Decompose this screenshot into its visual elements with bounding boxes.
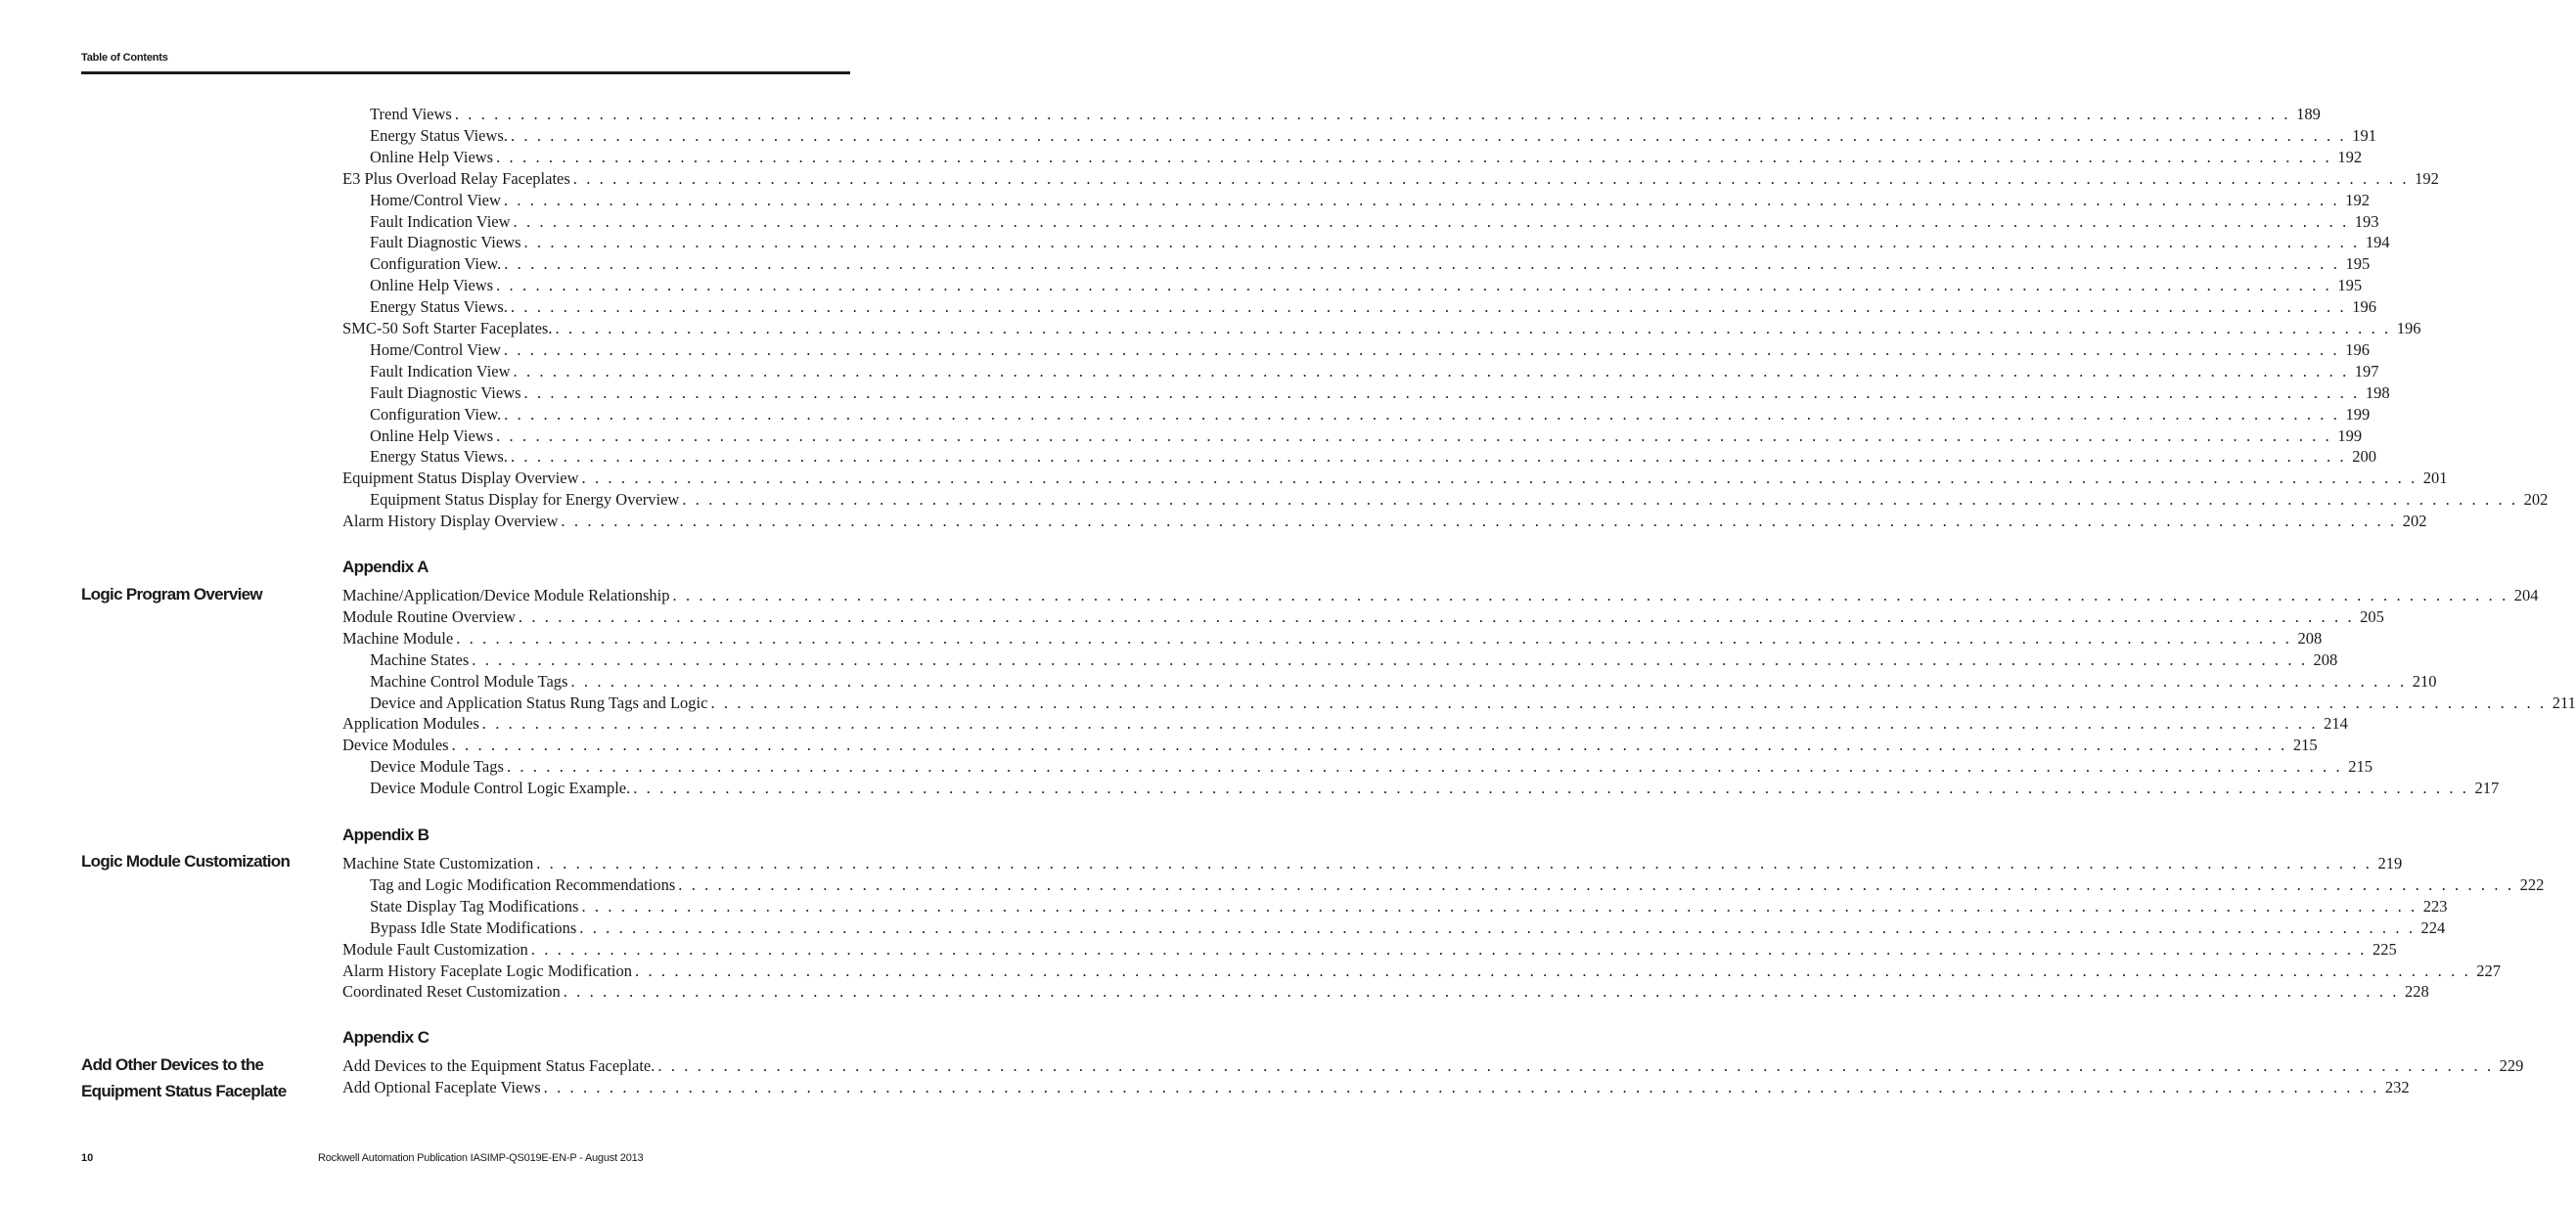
toc-entry-page-number: 195 [2337,276,2363,295]
toc-entry[interactable] [370,211,2379,233]
toc-entry-title: Machine State Customization [342,854,534,872]
toc-entry-title: Alarm History Faceplate Logic Modification [342,961,633,980]
toc-entry[interactable] [342,318,2421,339]
dot-leader: . . . . . . . . . . . . . . . . . . . . . . . . . . . . . . . . . . . . . . . . . . . . . . . . . . . . . . . . . . . . . . . . . . . . . . . . . . . . . . . . . . . . . . . . . . . . . . . . . . . . . . . . . . . . . . . . . . . . . . . . . . . . . . . . . . . . . . . . . . . . [633,779,2469,798]
appendix-label: Appendix B [342,826,429,844]
toc-entry[interactable] [370,489,2549,511]
toc-entry-title: Fault Diagnostic Views [370,382,521,402]
toc-entry-title: Energy Status Views. [370,447,508,467]
toc-entry-title: Configuration View. [370,404,502,424]
toc-entry[interactable] [370,778,2500,799]
toc-entry-title: Module Routine Overview [342,606,516,626]
toc-entry[interactable] [370,917,2446,939]
toc-entry-page-number: 194 [2365,233,2390,252]
toc-entry-title: Online Help Views [370,147,494,166]
toc-entry[interactable] [370,339,2370,361]
toc-entry-page-number: 196 [2352,297,2376,317]
toc-entry[interactable] [342,168,2439,190]
dot-leader: . . . . . . . . . . . . . . . . . . . . . . . . . . . . . . . . . . . . . . . . . . . . . . . . . . . . . . . . . . . . . . . . . . . . . . . . . . . . . . . . . . . . . . . . . . . . . . . . . . . . . . . . . . . . . . . . . . . . . . . . . . . . . . . . . . . . . . . . . . . . [503,339,2340,359]
toc-entry-page-number: 215 [2292,736,2318,755]
toc-entry-title: Module Fault Customization [342,939,528,959]
toc-entry-page-number: 202 [2402,512,2427,531]
toc-entry-page-number: 219 [2377,854,2403,872]
dot-leader: . . . . . . . . . . . . . . . . . . . . . . . . . . . . . . . . . . . . . . . . . . . . . . . . . . . . . . . . . . . . . . . . . . . . . . . . . . . . . . . . . . . . . . . . . . . . . . . . . . . . . . . . . . . . . . . . . . . . . . . . . . . . . . . . . . . . . . . . . . . . [572,168,2410,188]
toc-entry[interactable] [342,628,2323,649]
toc-entry[interactable] [342,939,2397,961]
toc-entry-page-number: 193 [2354,211,2379,231]
toc-entry-page-number: 214 [2324,714,2348,734]
toc-entry-page-number: 215 [2348,757,2373,777]
toc-entry-page-number: 196 [2396,319,2421,337]
toc-entry-page-number: 202 [2523,490,2549,510]
toc-entry-page-number: 211 [2552,693,2576,712]
toc-entry-title: Fault Indication View [370,361,511,380]
toc-entry[interactable] [342,735,2318,756]
dot-leader: . . . . . . . . . . . . . . . . . . . . . . . . . . . . . . . . . . . . . . . . . . . . . . . . . . . . . . . . . . . . . . . . . . . . . . . . . . . . . . . . . . . . . . . . . . . . . . . . . . . . . . . . . . . . . . . . . . . . . . . . . . . . . . . . . . . . . . . . . . . . [581,469,2418,488]
toc-entry-title: Machine/Application/Device Module Relationship [342,586,670,604]
running-header: Table of Contents [81,52,168,64]
toc-entry-page-number: 197 [2354,361,2379,380]
toc-entry-title: Add Devices to the Equipment Status Faceplate. [342,1056,655,1075]
toc-entry[interactable] [342,468,2448,489]
toc-entry-page-number: 225 [2373,939,2397,959]
toc-entry[interactable] [370,275,2363,296]
dot-leader: . . . . . . . . . . . . . . . . . . . . . . . . . . . . . . . . . . . . . . . . . . . . . . . . . . . . . . . . . . . . . . . . . . . . . . . . . . . . . . . . . . . . . . . . . . . . . . . . . . . . . . . . . . . . . . . . . . . . . . . . . . . . . . . . . . . . . . . . . . . . [513,361,2349,380]
dot-leader: . . . . . . . . . . . . . . . . . . . . . . . . . . . . . . . . . . . . . . . . . . . . . . . . . . . . . . . . . . . . . . . . . . . . . . . . . . . . . . . . . . . . . . . . . . . . . . . . . . . . . . . . . . . . . . . . . . . . . . . . . . . . . . . . . . . . . . . . . . . . [523,233,2360,252]
dot-leader: . . . . . . . . . . . . . . . . . . . . . . . . . . . . . . . . . . . . . . . . . . . . . . . . . . . . . . . . . . . . . . . . . . . . . . . . . . . . . . . . . . . . . . . . . . . . . . . . . . . . . . . . . . . . . . . . . . . . . . . . . . . . . . . . . . . . . . . . . . . . [682,490,2518,510]
toc-entry[interactable] [370,693,2576,714]
dot-leader: . . . . . . . . . . . . . . . . . . . . . . . . . . . . . . . . . . . . . . . . . . . . . . . . . . . . . . . . . . . . . . . . . . . . . . . . . . . . . . . . . . . . . . . . . . . . . . . . . . . . . . . . . . . . . . . . . . . . . . . . . . . . . . . . . . . . . . . . . . . . [581,896,2418,916]
toc-entry[interactable] [370,874,2545,896]
toc-entry-title: Home/Control View [370,190,501,209]
dot-leader: . . . . . . . . . . . . . . . . . . . . . . . . . . . . . . . . . . . . . . . . . . . . . . . . . . . . . . . . . . . . . . . . . . . . . . . . . . . . . . . . . . . . . . . . . . . . . . . . . . . . . . . . . . . . . . . . . . . . . . . . . . . . . . . . . . . . . . . . . . . . [513,211,2349,231]
dot-leader: . . . . . . . . . . . . . . . . . . . . . . . . . . . . . . . . . . . . . . . . . . . . . . . . . . . . . . . . . . . . . . . . . . . . . . . . . . . . . . . . . . . . . . . . . . . . . . . . . . . . . . . . . . . . . . . . . . . . . . . . . . . . . . . . . . . . . . . . . . . . [555,319,2391,337]
dot-leader: . . . . . . . . . . . . . . . . . . . . . . . . . . . . . . . . . . . . . . . . . . . . . . . . . . . . . . . . . . . . . . . . . . . . . . . . . . . . . . . . . . . . . . . . . . . . . . . . . . . . . . . . . . . . . . . . . . . . . . . . . . . . . . . . . . . . . . . . . . . . [530,939,2368,959]
dot-leader: . . . . . . . . . . . . . . . . . . . . . . . . . . . . . . . . . . . . . . . . . . . . . . . . . . . . . . . . . . . . . . . . . . . . . . . . . . . . . . . . . . . . . . . . . . . . . . . . . . . . . . . . . . . . . . . . . . . . . . . . . . . . . . . . . . . . . . . . . . . . [451,736,2287,755]
toc-entry[interactable] [370,896,2448,917]
toc-entry-title: Trend Views [370,105,452,123]
toc-entry-title: Add Optional Faceplate Views [342,1077,541,1096]
toc-entry-page-number: 222 [2519,874,2545,894]
toc-entry-title: Fault Indication View [370,211,511,231]
toc-entry-page-number: 232 [2384,1077,2410,1096]
dot-leader: . . . . . . . . . . . . . . . . . . . . . . . . . . . . . . . . . . . . . . . . . . . . . . . . . . . . . . . . . . . . . . . . . . . . . . . . . . . . . . . . . . . . . . . . . . . . . . . . . . . . . . . . . . . . . . . . . . . . . . . . . . . . . . . . . . . . . . . . . . . . [523,382,2360,402]
dot-leader: . . . . . . . . . . . . . . . . . . . . . . . . . . . . . . . . . . . . . . . . . . . . . . . . . . . . . . . . . . . . . . . . . . . . . . . . . . . . . . . . . . . . . . . . . . . . . . . . . . . . . . . . . . . . . . . . . . . . . . . . . . . . . . . . . . . . . . . . . . . . [543,1077,2379,1096]
toc-entry[interactable] [370,756,2373,778]
toc-entry-title: Bypass Idle State Modifications [370,917,577,937]
toc-entry-page-number: 192 [2337,147,2363,166]
dot-leader: . . . . . . . . . . . . . . . . . . . . . . . . . . . . . . . . . . . . . . . . . . . . . . . . . . . . . . . . . . . . . . . . . . . . . . . . . . . . . . . . . . . . . . . . . . . . . . . . . . . . . . . . . . . . . . . . . . . . . . . . . . . . . . . . . . . . . . . . . . . . [456,628,2292,648]
dot-leader: . . . . . . . . . . . . . . . . . . . . . . . . . . . . . . . . . . . . . . . . . . . . . . . . . . . . . . . . . . . . . . . . . . . . . . . . . . . . . . . . . . . . . . . . . . . . . . . . . . . . . . . . . . . . . . . . . . . . . . . . . . . . . . . . . . . . . . . . . . . . [710,693,2547,712]
toc-entry[interactable] [370,649,2338,671]
toc-entry-page-number: 196 [2345,339,2370,359]
dot-leader: . . . . . . . . . . . . . . . . . . . . . . . . . . . . . . . . . . . . . . . . . . . . . . . . . . . . . . . . . . . . . . . . . . . . . . . . . . . . . . . . . . . . . . . . . . . . . . . . . . . . . . . . . . . . . . . . . . . . . . . . . . . . . . . . . . . . . . . . . . . . [510,125,2347,145]
toc-entry[interactable] [370,671,2437,693]
toc-entry-page-number: 208 [2313,649,2338,669]
footer-publication: Rockwell Automation Publication IASIMP-QS019E-EN-P - August 2013 [318,1152,644,1164]
toc-entry-title: Machine Module [342,628,454,648]
toc-entry-page-number: 208 [2297,628,2323,648]
appendix-label: Appendix A [342,558,429,576]
dot-leader: . . . . . . . . . . . . . . . . . . . . . . . . . . . . . . . . . . . . . . . . . . . . . . . . . . . . . . . . . . . . . . . . . . . . . . . . . . . . . . . . . . . . . . . . . . . . . . . . . . . . . . . . . . . . . . . . . . . . . . . . . . . . . . . . . . . . . . . . . . . . [570,671,2407,691]
toc-entry-title: Fault Diagnostic Views [370,233,521,252]
dot-leader: . . . . . . . . . . . . . . . . . . . . . . . . . . . . . . . . . . . . . . . . . . . . . . . . . . . . . . . . . . . . . . . . . . . . . . . . . . . . . . . . . . . . . . . . . . . . . . . . . . . . . . . . . . . . . . . . . . . . . . . . . . . . . . . . . . . . . . . . . . . . [579,917,2416,937]
toc-entry-page-number: 201 [2422,469,2448,488]
toc-entry[interactable] [370,104,2321,125]
header-rule [81,71,850,74]
toc-entry-title: Energy Status Views. [370,125,508,145]
toc-entry-title: Application Modules [342,714,479,734]
dot-leader: . . . . . . . . . . . . . . . . . . . . . . . . . . . . . . . . . . . . . . . . . . . . . . . . . . . . . . . . . . . . . . . . . . . . . . . . . . . . . . . . . . . . . . . . . . . . . . . . . . . . . . . . . . . . . . . . . . . . . . . . . . . . . . . . . . . . . . . . . . . . [678,874,2514,894]
appendix-chapter-title[interactable]: Logic Program Overview [81,585,262,604]
toc-entry-title: Device and Application Status Rung Tags and Logic [370,693,708,712]
appendix-chapter-title[interactable]: Add Other Devices to the Equipment Status Faceplate [81,1055,287,1100]
toc-entry[interactable] [370,190,2370,211]
toc-entry[interactable] [370,382,2390,404]
dot-leader: . . . . . . . . . . . . . . . . . . . . . . . . . . . . . . . . . . . . . . . . . . . . . . . . . . . . . . . . . . . . . . . . . . . . . . . . . . . . . . . . . . . . . . . . . . . . . . . . . . . . . . . . . . . . . . . . . . . . . . . . . . . . . . . . . . . . . . . . . . . . [503,190,2340,209]
toc-entry[interactable] [370,296,2376,318]
toc-entry-page-number: 210 [2412,671,2437,691]
toc-entry[interactable] [342,981,2429,1003]
dot-leader: . . . . . . . . . . . . . . . . . . . . . . . . . . . . . . . . . . . . . . . . . . . . . . . . . . . . . . . . . . . . . . . . . . . . . . . . . . . . . . . . . . . . . . . . . . . . . . . . . . . . . . . . . . . . . . . . . . . . . . . . . . . . . . . . . . . . . . . . . . . . [454,105,2291,123]
toc-entry[interactable] [342,511,2427,532]
toc-entry[interactable] [370,125,2376,147]
toc-entry-title: Equipment Status Display Overview [342,469,579,488]
dot-leader: . . . . . . . . . . . . . . . . . . . . . . . . . . . . . . . . . . . . . . . . . . . . . . . . . . . . . . . . . . . . . . . . . . . . . . . . . . . . . . . . . . . . . . . . . . . . . . . . . . . . . . . . . . . . . . . . . . . . . . . . . . . . . . . . . . . . . . . . . . . . [496,425,2332,445]
dot-leader: . . . . . . . . . . . . . . . . . . . . . . . . . . . . . . . . . . . . . . . . . . . . . . . . . . . . . . . . . . . . . . . . . . . . . . . . . . . . . . . . . . . . . . . . . . . . . . . . . . . . . . . . . . . . . . . . . . . . . . . . . . . . . . . . . . . . . . . . . . . . [563,982,2399,1002]
dot-leader: . . . . . . . . . . . . . . . . . . . . . . . . . . . . . . . . . . . . . . . . . . . . . . . . . . . . . . . . . . . . . . . . . . . . . . . . . . . . . . . . . . . . . . . . . . . . . . . . . . . . . . . . . . . . . . . . . . . . . . . . . . . . . . . . . . . . . . . . . . . . [657,1056,2494,1075]
appendix-chapter-title[interactable]: Logic Module Customization [81,852,291,871]
toc-entry-page-number: 227 [2476,961,2502,980]
toc-entry[interactable] [370,253,2371,275]
toc-entry-title: Coordinated Reset Customization [342,982,561,1002]
toc-entry-page-number: 199 [2337,425,2363,445]
dot-leader: . . . . . . . . . . . . . . . . . . . . . . . . . . . . . . . . . . . . . . . . . . . . . . . . . . . . . . . . . . . . . . . . . . . . . . . . . . . . . . . . . . . . . . . . . . . . . . . . . . . . . . . . . . . . . . . . . . . . . . . . . . . . . . . . . . . . . . . . . . . . [510,297,2347,317]
toc-entry-page-number: 192 [2345,190,2370,209]
toc-entry-title: Home/Control View [370,339,501,359]
toc-entry-page-number: 199 [2345,404,2371,424]
dot-leader: . . . . . . . . . . . . . . . . . . . . . . . . . . . . . . . . . . . . . . . . . . . . . . . . . . . . . . . . . . . . . . . . . . . . . . . . . . . . . . . . . . . . . . . . . . . . . . . . . . . . . . . . . . . . . . . . . . . . . . . . . . . . . . . . . . . . . . . . . . . . [472,649,2308,669]
toc-entry-title: State Display Tag Modifications [370,896,579,916]
toc-entry[interactable] [370,232,2390,253]
dot-leader: . . . . . . . . . . . . . . . . . . . . . . . . . . . . . . . . . . . . . . . . . . . . . . . . . . . . . . . . . . . . . . . . . . . . . . . . . . . . . . . . . . . . . . . . . . . . . . . . . . . . . . . . . . . . . . . . . . . . . . . . . . . . . . . . . . . . . . . . . . . . [561,512,2397,531]
toc-entry-page-number: 224 [2420,917,2446,937]
toc-entry-title: Device Module Tags [370,757,504,777]
toc-entry-title: Online Help Views [370,276,494,295]
dot-leader: . . . . . . . . . . . . . . . . . . . . . . . . . . . . . . . . . . . . . . . . . . . . . . . . . . . . . . . . . . . . . . . . . . . . . . . . . . . . . . . . . . . . . . . . . . . . . . . . . . . . . . . . . . . . . . . . . . . . . . . . . . . . . . . . . . . . . . . . . . . . [635,961,2471,980]
toc-entry-title: Energy Status Views. [370,297,508,317]
toc-entry[interactable] [342,853,2403,874]
toc-entry-page-number: 198 [2365,382,2390,402]
toc-entry-page-number: 189 [2296,105,2321,123]
toc-entry-page-number: 192 [2415,168,2439,188]
toc-entry[interactable] [370,361,2379,382]
toc-entry-title: Machine Control Module Tags [370,671,568,691]
dot-leader: . . . . . . . . . . . . . . . . . . . . . . . . . . . . . . . . . . . . . . . . . . . . . . . . . . . . . . . . . . . . . . . . . . . . . . . . . . . . . . . . . . . . . . . . . . . . . . . . . . . . . . . . . . . . . . . . . . . . . . . . . . . . . . . . . . . . . . . . . . . . [536,854,2373,872]
dot-leader: . . . . . . . . . . . . . . . . . . . . . . . . . . . . . . . . . . . . . . . . . . . . . . . . . . . . . . . . . . . . . . . . . . . . . . . . . . . . . . . . . . . . . . . . . . . . . . . . . . . . . . . . . . . . . . . . . . . . . . . . . . . . . . . . . . . . . . . . . . . . [481,714,2319,734]
toc-entry-page-number: 204 [2513,586,2539,604]
toc-entry[interactable] [342,606,2384,628]
dot-leader: . . . . . . . . . . . . . . . . . . . . . . . . . . . . . . . . . . . . . . . . . . . . . . . . . . . . . . . . . . . . . . . . . . . . . . . . . . . . . . . . . . . . . . . . . . . . . . . . . . . . . . . . . . . . . . . . . . . . . . . . . . . . . . . . . . . . . . . . . . . . [496,147,2332,166]
toc-entry-title: E3 Plus Overload Relay Faceplates [342,168,570,188]
toc-entry[interactable] [342,713,2348,735]
dot-leader: . . . . . . . . . . . . . . . . . . . . . . . . . . . . . . . . . . . . . . . . . . . . . . . . . . . . . . . . . . . . . . . . . . . . . . . . . . . . . . . . . . . . . . . . . . . . . . . . . . . . . . . . . . . . . . . . . . . . . . . . . . . . . . . . . . . . . . . . . . . . [504,404,2340,424]
toc-entry-title: Machine States [370,649,470,669]
appendix-label: Appendix C [342,1028,429,1047]
toc-entry-page-number: 217 [2474,779,2500,798]
toc-entry-page-number: 229 [2499,1056,2524,1075]
dot-leader: . . . . . . . . . . . . . . . . . . . . . . . . . . . . . . . . . . . . . . . . . . . . . . . . . . . . . . . . . . . . . . . . . . . . . . . . . . . . . . . . . . . . . . . . . . . . . . . . . . . . . . . . . . . . . . . . . . . . . . . . . . . . . . . . . . . . . . . . . . . . [510,447,2347,467]
toc-entry[interactable] [370,425,2363,447]
toc-entry-page-number: 191 [2352,125,2376,145]
toc-entry-title: Tag and Logic Modification Recommendations [370,874,676,894]
toc-entry-page-number: 223 [2422,896,2448,916]
toc-entry[interactable] [370,404,2371,425]
dot-leader: . . . . . . . . . . . . . . . . . . . . . . . . . . . . . . . . . . . . . . . . . . . . . . . . . . . . . . . . . . . . . . . . . . . . . . . . . . . . . . . . . . . . . . . . . . . . . . . . . . . . . . . . . . . . . . . . . . . . . . . . . . . . . . . . . . . . . . . . . . . . [496,276,2332,295]
toc-entry-title: SMC-50 Soft Starter Faceplates. [342,319,553,337]
toc-entry[interactable] [342,585,2539,606]
toc-entry-page-number: 195 [2345,254,2371,274]
toc-entry-title: Device Modules [342,736,449,755]
dot-leader: . . . . . . . . . . . . . . . . . . . . . . . . . . . . . . . . . . . . . . . . . . . . . . . . . . . . . . . . . . . . . . . . . . . . . . . . . . . . . . . . . . . . . . . . . . . . . . . . . . . . . . . . . . . . . . . . . . . . . . . . . . . . . . . . . . . . . . . . . . . . [506,757,2343,777]
toc-entry-title: Online Help Views [370,425,494,445]
toc-entry[interactable] [370,147,2363,168]
dot-leader: . . . . . . . . . . . . . . . . . . . . . . . . . . . . . . . . . . . . . . . . . . . . . . . . . . . . . . . . . . . . . . . . . . . . . . . . . . . . . . . . . . . . . . . . . . . . . . . . . . . . . . . . . . . . . . . . . . . . . . . . . . . . . . . . . . . . . . . . . . . . [518,606,2355,626]
toc-entry-page-number: 228 [2405,982,2429,1002]
toc-entry-page-number: 200 [2352,447,2376,467]
toc-entry-title: Alarm History Display Overview [342,512,559,531]
toc-entry-title: Configuration View. [370,254,502,274]
toc-entry[interactable] [342,1055,2524,1077]
footer-page-number: 10 [81,1152,94,1164]
toc-entry-title: Equipment Status Display for Energy Overview [370,490,680,510]
toc-entry-page-number: 205 [2360,606,2384,626]
dot-leader: . . . . . . . . . . . . . . . . . . . . . . . . . . . . . . . . . . . . . . . . . . . . . . . . . . . . . . . . . . . . . . . . . . . . . . . . . . . . . . . . . . . . . . . . . . . . . . . . . . . . . . . . . . . . . . . . . . . . . . . . . . . . . . . . . . . . . . . . . . . . [672,586,2508,604]
dot-leader: . . . . . . . . . . . . . . . . . . . . . . . . . . . . . . . . . . . . . . . . . . . . . . . . . . . . . . . . . . . . . . . . . . . . . . . . . . . . . . . . . . . . . . . . . . . . . . . . . . . . . . . . . . . . . . . . . . . . . . . . . . . . . . . . . . . . . . . . . . . . [504,254,2340,274]
toc-entry[interactable] [370,446,2376,468]
toc-entry-title: Device Module Control Logic Example. [370,779,631,798]
toc-entry[interactable] [342,961,2502,982]
toc-entry[interactable] [342,1077,2410,1098]
